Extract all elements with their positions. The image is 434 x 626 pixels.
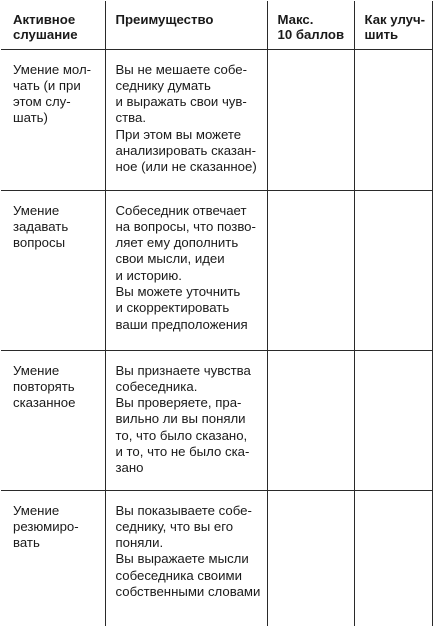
skill-line: задавать xyxy=(13,218,69,234)
advantage-line: и то, что не было ска- xyxy=(115,443,250,459)
improve-cell[interactable] xyxy=(354,350,432,490)
skill-line: Умение xyxy=(13,202,60,218)
skill-line: резюмиро- xyxy=(13,518,79,534)
header-skill xyxy=(1,1,105,49)
skill-cell xyxy=(1,490,105,626)
advantage-line: Вы проверяете, пра- xyxy=(115,395,242,411)
table-row xyxy=(1,190,432,350)
skill-line: вопросы xyxy=(13,235,66,251)
header-skill-line: слушание xyxy=(13,27,78,42)
skill-cell xyxy=(1,49,105,190)
table-row xyxy=(1,350,432,490)
advantage-line: собеседника. xyxy=(115,378,198,394)
advantage-line: анализировать сказан- xyxy=(115,142,256,158)
advantage-line: и скорректировать xyxy=(115,300,230,316)
advantage-cell xyxy=(105,190,267,350)
improve-cell[interactable] xyxy=(354,190,432,350)
max-score-cell[interactable] xyxy=(267,490,354,626)
skill-line: чать (и при xyxy=(13,77,81,93)
active-listening-table xyxy=(1,1,433,626)
advantage-line: Вы можете уточнить xyxy=(115,283,241,299)
table-row xyxy=(1,49,432,190)
advantage-line: ства. xyxy=(115,110,146,126)
max-score-cell[interactable] xyxy=(267,190,354,350)
header-max-score xyxy=(267,1,354,49)
advantage-cell xyxy=(105,350,267,490)
advantage-line: и выражать свои чув- xyxy=(115,94,247,110)
skill-cell xyxy=(1,350,105,490)
advantage-line: то, что было сказано, xyxy=(115,427,248,443)
max-score-cell[interactable] xyxy=(267,350,354,490)
advantage-line: седнику думать xyxy=(115,77,211,93)
header-advantage-line: Преимущество xyxy=(115,12,214,27)
header-max-score-line: 10 баллов xyxy=(277,27,345,42)
advantage-line: вильно ли вы поняли xyxy=(115,411,246,427)
header-advantage xyxy=(105,1,267,49)
skill-line: Умение xyxy=(13,362,60,378)
header-row xyxy=(1,1,432,49)
advantage-line: Вы не мешаете собе- xyxy=(115,61,248,77)
advantage-line: зано xyxy=(115,460,144,476)
advantage-line: и историю. xyxy=(115,267,182,283)
advantage-line: ное (или не сказанное) xyxy=(115,159,257,175)
header-improve xyxy=(354,1,432,49)
skill-line: Умение xyxy=(13,502,60,518)
advantage-line: Собеседник отвечает xyxy=(115,202,247,218)
header-max-score-line: Макс. xyxy=(277,12,314,27)
advantage-line: Вы показываете собе- xyxy=(115,502,252,518)
advantage-line: поняли. xyxy=(115,535,164,551)
header-improve-line: шить xyxy=(364,27,399,42)
advantage-line: ляет ему дополнить xyxy=(115,235,239,251)
advantage-line: свои мысли, идеи xyxy=(115,251,225,267)
improve-cell[interactable] xyxy=(354,49,432,190)
advantage-cell xyxy=(105,490,267,626)
table-header xyxy=(1,1,432,49)
advantage-line: собственными словами xyxy=(115,583,261,599)
table-body xyxy=(1,49,432,626)
improve-cell[interactable] xyxy=(354,490,432,626)
advantage-line: ваши предположения xyxy=(115,316,248,332)
header-skill-line: Активное xyxy=(13,12,76,27)
header-improve-line: Как улуч- xyxy=(364,12,426,27)
skill-line: Умение мол- xyxy=(13,61,92,77)
skill-cell xyxy=(1,190,105,350)
advantage-line: Вы выражаете мысли xyxy=(115,551,249,567)
advantage-line: При этом вы можете xyxy=(115,126,242,142)
advantage-line: собеседника своими xyxy=(115,567,242,583)
advantage-line: Вы признаете чувства xyxy=(115,362,251,378)
advantage-line: на вопросы, что позво- xyxy=(115,218,256,234)
advantage-cell xyxy=(105,49,267,190)
max-score-cell[interactable] xyxy=(267,49,354,190)
skill-line: повторять xyxy=(13,378,75,394)
skill-line: этом слу- xyxy=(13,94,71,110)
advantage-line: седнику, что вы его xyxy=(115,518,234,534)
skill-line: вать xyxy=(13,535,40,551)
table-row xyxy=(1,490,432,626)
skill-line: сказанное xyxy=(13,395,76,411)
skill-line: шать) xyxy=(13,110,48,126)
